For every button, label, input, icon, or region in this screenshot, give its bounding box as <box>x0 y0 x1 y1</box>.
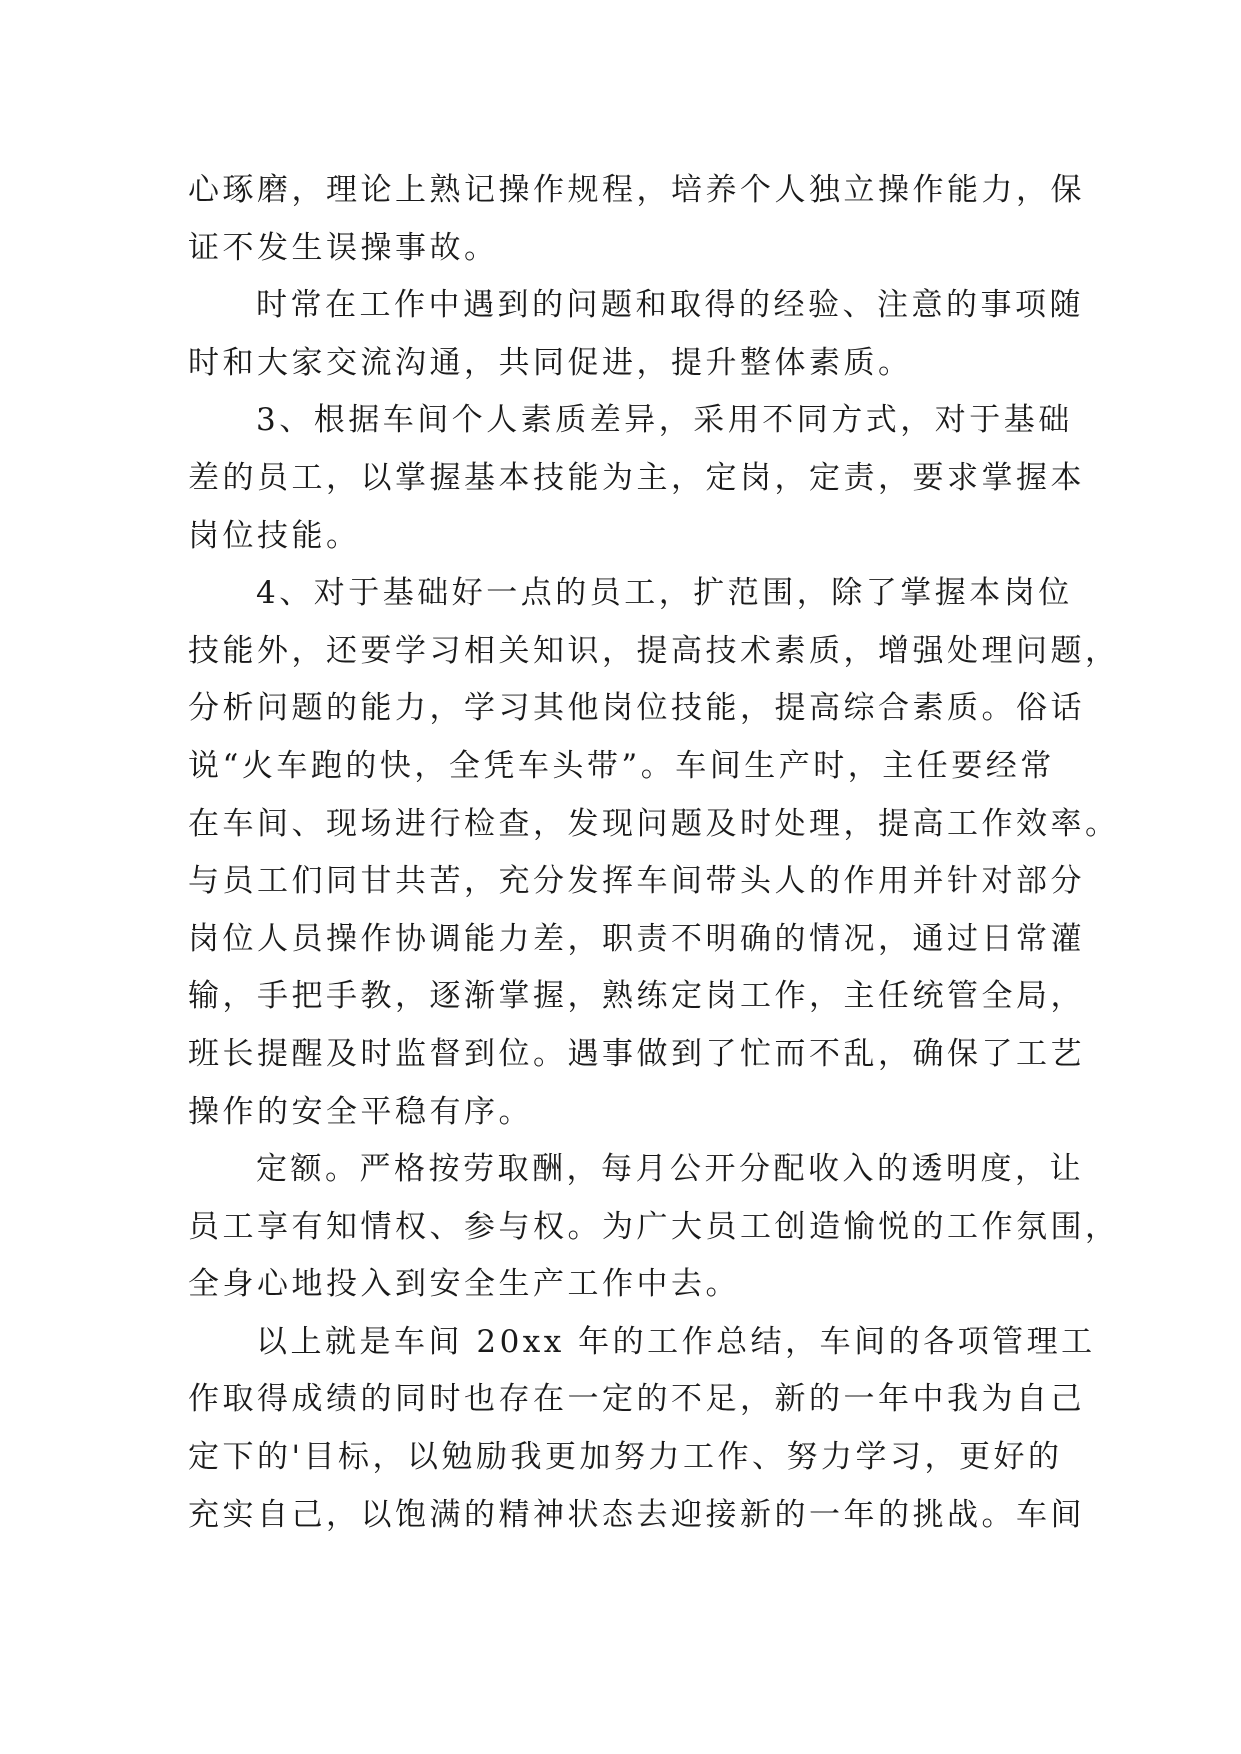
text-line: 心琢磨，理论上熟记操作规程，培养个人独立操作能力，保 <box>188 172 1085 208</box>
text-line: 证不发生误操事故。 <box>188 229 499 266</box>
text-line: 差的员工，以掌握基本技能为主，定岗，定责，要求掌握本 <box>188 459 1085 496</box>
text-line: 操作的安全平稳有序。 <box>188 1093 533 1130</box>
text-line: 输，手把手教，逐渐掌握，熟练定岗工作，主任统管全局， <box>188 978 1085 1015</box>
text-line: 岗位人员操作协调能力差，职责不明确的情况，通过日常灌 <box>188 920 1085 957</box>
text-line: 员工享有知情权、参与权。为广大员工创造愉悦的工作氛围， <box>188 1208 1120 1245</box>
text-line: 时和大家交流沟通，共同促进，提升整体素质。 <box>188 344 913 381</box>
text-line: 3、根据车间个人素质差异，采用不同方式，对于基础 <box>256 402 1073 439</box>
text-line: 充实自己，以饱满的精神状态去迎接新的一年的挑战。车间 <box>188 1496 1085 1533</box>
text-line: 与员工们同甘共苦，充分发挥车间带头人的作用并针对部分 <box>188 863 1085 900</box>
text-line: 说“火车跑的快，全凭车头带”。车间生产时，主任要经常 <box>188 747 1055 784</box>
text-line: 定下的'目标，以勉励我更加努力工作、努力学习，更好的 <box>188 1439 1063 1476</box>
text-line: 作取得成绩的同时也存在一定的不足，新的一年中我为自己 <box>188 1381 1085 1418</box>
text-line: 分析问题的能力，学习其他岗位技能，提高综合素质。俗话 <box>188 690 1085 727</box>
text-line: 全身心地投入到安全生产工作中去。 <box>188 1266 740 1303</box>
text-line: 岗位技能。 <box>188 517 361 554</box>
text-line: 在车间、现场进行检查，发现问题及时处理，提高工作效率。 <box>188 805 1120 842</box>
text-line: 班长提醒及时监督到位。遇事做到了忙而不乱，确保了工艺 <box>188 1035 1085 1072</box>
text-line: 时常在工作中遇到的问题和取得的经验、注意的事项随 <box>256 287 1084 324</box>
text-line: 4、对于基础好一点的员工，扩范围，除了掌握本岗位 <box>256 575 1073 612</box>
body-text <box>188 162 1120 1544</box>
text-line: 定额。严格按劳取酬，每月公开分配收入的透明度，让 <box>256 1151 1084 1188</box>
text-line: 技能外，还要学习相关知识，提高技术素质，增强处理问题， <box>188 632 1120 669</box>
text-line: 以上就是车间 20xx 年的工作总结，车间的各项管理工 <box>256 1323 1096 1360</box>
